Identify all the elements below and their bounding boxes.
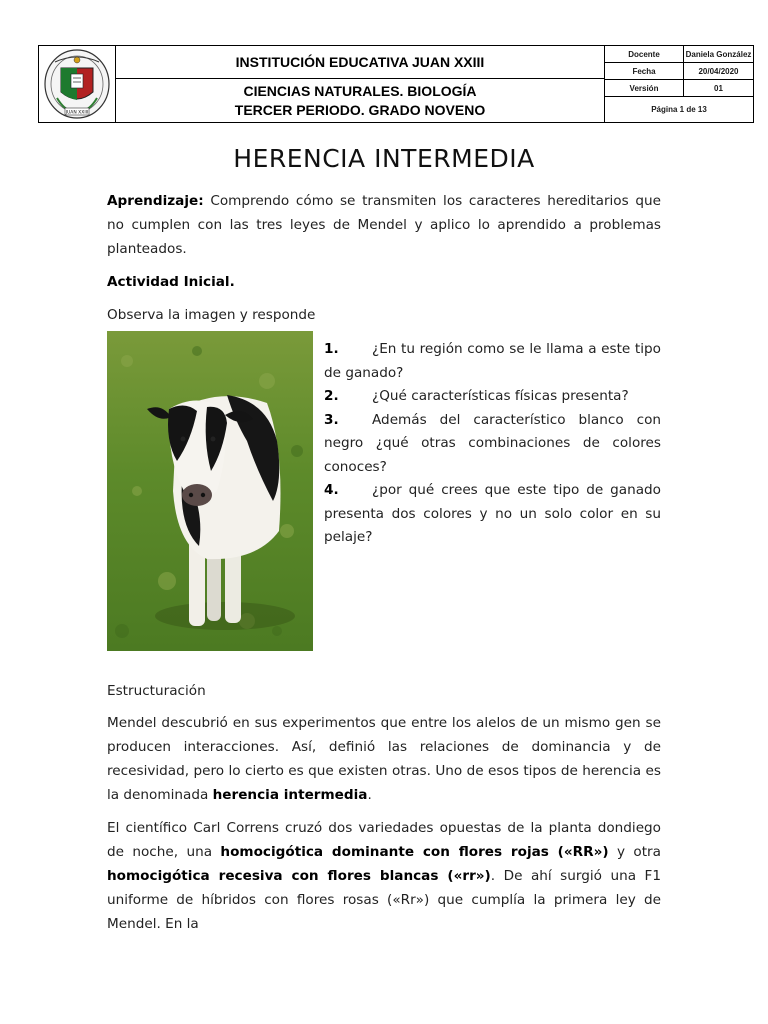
correns-paragraph: El científico Carl Correns cruzó dos variedades opuestas de la planta dondiego de noche, una homocigótica dominante con flores rojas («RR») y otra homocigótica recesiva con flores blancas («rr»). De ahí surgió una F1 uniforme de híbridos con flores rosas («Rr») que cumplía la primera ley de Mendel. En la bbox=[107, 820, 661, 932]
school-crest-icon bbox=[43, 48, 111, 120]
question-item: 4. ¿por qué crees que este tipo de ganado presenta dos colores y no un solo color en su pelaje? bbox=[324, 482, 661, 545]
version-row bbox=[605, 80, 753, 97]
observa-instruction: Observa la imagen y responde bbox=[107, 307, 316, 323]
logo-text: JUAN XXIII bbox=[65, 110, 89, 116]
mendel-paragraph: Mendel descubrió en sus experimentos que entre los alelos de un mismo gen se producen interacciones. Así, definió las relaciones de dominancia y de recesividad, pero lo cierto es que existen otras. Uno de esos tipos de herencia es la denominada herencia intermedia. bbox=[107, 715, 661, 803]
actividad-heading bbox=[107, 270, 661, 294]
aprendizaje-paragraph bbox=[107, 189, 661, 261]
document-header bbox=[38, 45, 754, 123]
version-label: Versión bbox=[605, 80, 684, 96]
actividad-label: Actividad Inicial. bbox=[107, 274, 235, 290]
docente-value: Daniela González bbox=[685, 49, 752, 59]
version-value: 01 bbox=[714, 83, 723, 93]
estructuracion-heading: Estructuración bbox=[107, 683, 206, 699]
fecha-value: 20/04/2020 bbox=[698, 66, 739, 76]
question-item: 1. ¿En tu región como se le llama a este tipo de ganado? bbox=[324, 341, 661, 381]
subject-name: CIENCIAS NATURALES. BIOLOGÍA bbox=[243, 83, 477, 99]
question-item: 2. ¿Qué características físicas presenta? bbox=[324, 388, 629, 404]
school-logo-cell bbox=[39, 46, 116, 122]
docente-row bbox=[605, 46, 753, 63]
cow-image-icon bbox=[107, 331, 313, 651]
page-number: Página 1 de 13 bbox=[651, 105, 707, 114]
question-list bbox=[324, 338, 661, 550]
fecha-label: Fecha bbox=[605, 63, 684, 79]
fecha-row bbox=[605, 63, 753, 80]
holstein-cow-photo bbox=[107, 331, 313, 651]
period-grade: TERCER PERIODO. GRADO NOVENO bbox=[234, 102, 486, 118]
question-item: 3. Además del característico blanco con negro ¿qué otras combinaciones de colores conoces? bbox=[324, 411, 661, 475]
aprendizaje-label: Aprendizaje: bbox=[107, 193, 204, 209]
page-title: HERENCIA INTERMEDIA bbox=[233, 144, 535, 173]
aprendizaje-text: Comprendo cómo se transmiten los caracteres hereditarios que no cumplen con las tres leyes de Mendel y aplico lo aprendido a problemas planteados. bbox=[107, 193, 661, 257]
institution-name: INSTITUCIÓN EDUCATIVA JUAN XXIII bbox=[235, 54, 485, 70]
header-meta-cell bbox=[605, 46, 753, 122]
header-title-cell bbox=[116, 46, 605, 122]
docente-label: Docente bbox=[605, 46, 684, 62]
